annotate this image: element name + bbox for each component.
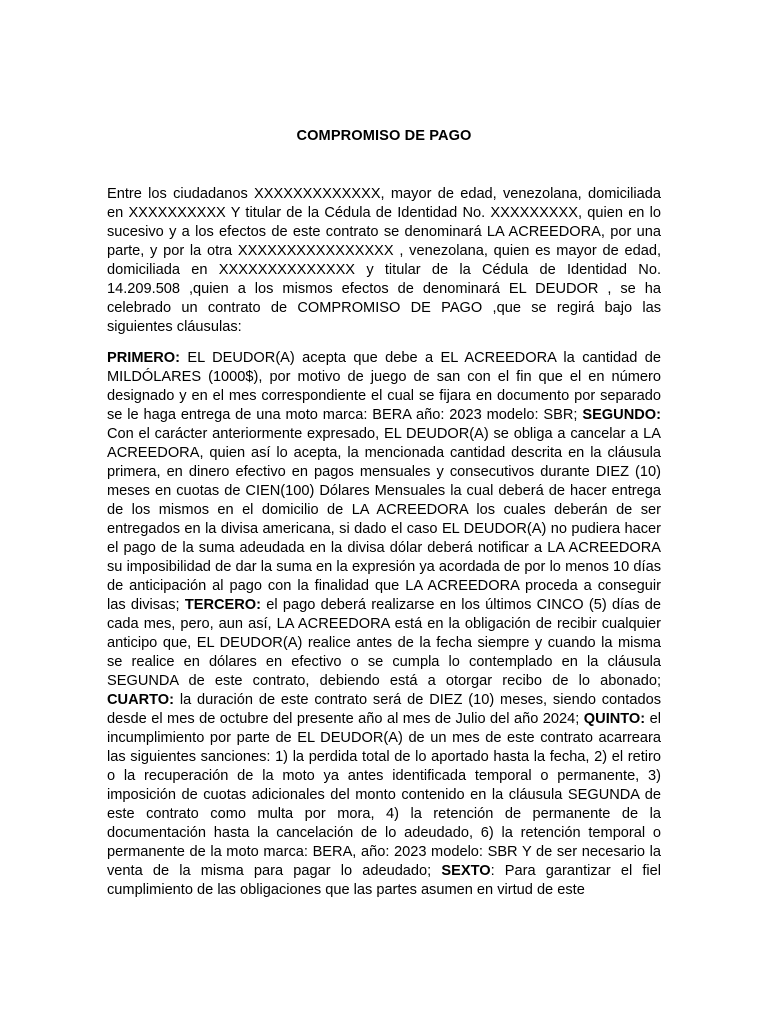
clause-heading-sexto: SEXTO — [441, 863, 491, 879]
clause-heading-cuarto: CUARTO: — [107, 692, 175, 708]
clause-text-cuarto: la duración de este contrato será de DIEZ (10) meses, siendo contados desde el mes de octubre del presente año al mes de Julio del año 2024; — [107, 692, 661, 727]
clause-text-tercero: el pago deberá realizarse en los últimos CINCO (5) días de cada mes, pero, aun así, LA ACREEDORA está en la obligación de recibir cualquier anticipo que, EL DEUDOR(A) realice antes de la fecha siempre y cuando la misma se realice en dólares en efectivo o se cumpla lo contemplado en la cláusula SEGUNDA de este contrato, debiendo está a otorgar recibo de lo abonado; — [107, 597, 662, 689]
clause-heading-primero: PRIMERO: — [107, 350, 180, 366]
clause-heading-segundo: SEGUNDO: — [582, 407, 661, 423]
clause-text-quinto: el incumplimiento por parte de EL DEUDOR(A) de un mes de este contrato acarreara las siguientes sanciones: 1) la perdida total de lo aportado hasta la fecha, 2) el retiro o la recuperación de la moto ya antes identificada temporal o permanente, 3) imposición de cuotas adicionales del monto contenido en la cláusula SEGUNDA de este contrato como multa por mora, 4) la retención de permanente de la documentación hasta la cancelación de lo adeudado, 6) la retención temporal o permanente de la moto marca: BERA, año: 2023 modelo: SBR Y de ser necesario la venta de la misma para pagar lo adeudado; — [107, 711, 661, 879]
clause-heading-quinto: QUINTO: — [583, 711, 646, 727]
document-title: COMPROMISO DE PAGO — [296, 128, 472, 144]
clause-text-sexto: : Para garantizar el fiel cumplimiento de las obligaciones que las partes asumen en virtud de este — [107, 863, 661, 898]
clauses-text — [107, 349, 661, 900]
clauses-paragraph — [107, 349, 661, 900]
clause-text-primero: EL DEUDOR(A) acepta que debe a EL ACREEDORA la cantidad de MILDÓLARES (1000$), por motivo de juego de san con el fin que el en número designado y en el mes correspondiente el cual se fijara en documento por separado se le haga entrega de una moto marca: BERA año: 2023 modelo: SBR; — [107, 350, 661, 423]
clause-heading-tercero: TERCERO: — [184, 597, 262, 613]
intro-paragraph — [107, 185, 661, 337]
intro-text: Entre los ciudadanos XXXXXXXXXXXXX, mayor de edad, venezolana, domiciliada en XXXXXXXXXX Y titular de la Cédula de Identidad No. XXXXXXXXX, quien en lo sucesivo y a los efectos de este contrato se denominará LA ACREEDORA, por una parte, y por la otra XXXXXXXXXXXXXXXX , venezolana, quien es mayor de edad, domiciliada en XXXXXXXXXXXXXX y titular de la Cédula de Identidad No. 14.209.508 ,quien a los mismos efectos de denominará EL DEUDOR , se ha celebrado un contrato de COMPROMISO DE PAGO ,que se regirá bajo las siguientes cláusulas: — [107, 186, 661, 335]
clause-text-segundo: Con el carácter anteriormente expresado, EL DEUDOR(A) se obliga a cancelar a LA ACREEDORA, quien así lo acepta, la mencionada cantidad descrita en la cláusula primera, en dinero efectivo en pagos mensuales y consecutivos durante DIEZ (10) meses en cuotas de CIEN(100) Dólares Mensuales la cual deberá de hacer entrega de los mismos en el domicilio de LA ACREEDORA los cuales deberán de ser entregados en la divisa americana, si dado el caso EL DEUDOR(A) no pudiera hacer el pago de la suma adeudada en la divisa dólar deberá notificar a LA ACREEDORA su imposibilidad de dar la suma en la expresión ya acordada de por lo menos 10 días de anticipación al pago con la finalidad que LA ACREEDORA proceda a conseguir las divisas; — [107, 426, 661, 613]
